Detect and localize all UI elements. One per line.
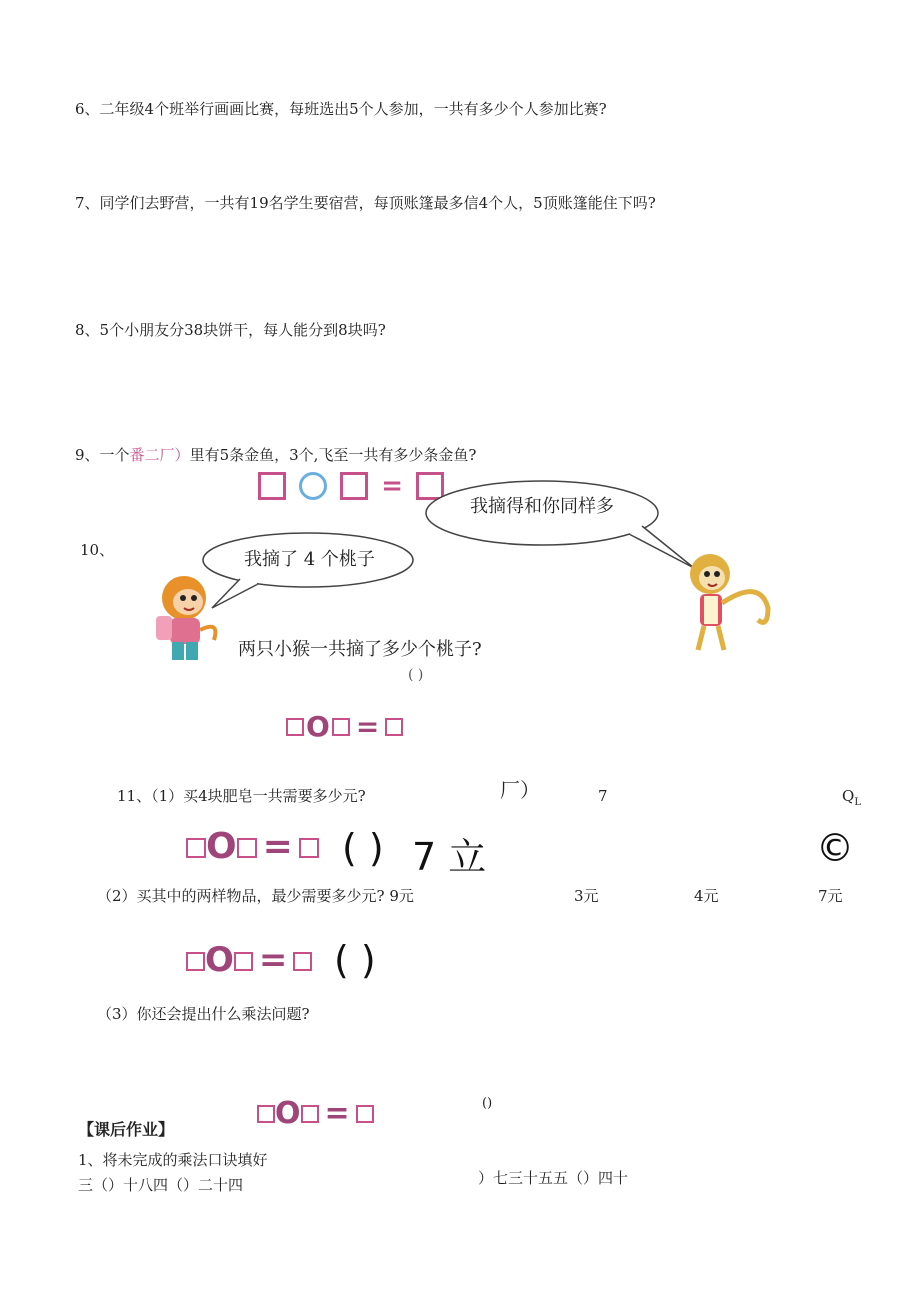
copyright-symbol: © bbox=[816, 826, 854, 870]
question-7: 7、同学们去野营，一共有19名学生要宿营，每顶账篷最多信4个人，5顶账篷能住下吗? bbox=[75, 194, 656, 212]
monkey-left-image bbox=[152, 570, 227, 665]
answer-box[interactable] bbox=[301, 1105, 319, 1123]
question-9-pre: 9、一个 bbox=[75, 446, 130, 464]
question-9 bbox=[75, 445, 476, 465]
bubble-left-text: 我摘了 4 个桃子 bbox=[244, 549, 375, 570]
answer-box[interactable] bbox=[186, 952, 205, 971]
answer-box[interactable] bbox=[234, 952, 253, 971]
operator-symbol: O bbox=[306, 710, 330, 743]
monkey-right-image bbox=[680, 548, 775, 658]
question-9-post: 里有5条金鱼，3个,飞至一共有多少条金鱼? bbox=[189, 446, 477, 464]
equation-q11-2 bbox=[186, 940, 312, 980]
price-7: 7元 bbox=[818, 887, 843, 905]
answer-box[interactable] bbox=[286, 718, 304, 736]
equation-q11-3 bbox=[257, 1096, 374, 1131]
question-11-3: （3）你还会提出什么乘法问题? bbox=[97, 1005, 310, 1023]
answer-box[interactable] bbox=[299, 838, 319, 858]
big-paren: ( ) bbox=[342, 826, 384, 870]
question-10-label: 10、 bbox=[80, 541, 115, 559]
operator-symbol: O bbox=[205, 940, 234, 980]
ql-main: Q bbox=[842, 787, 855, 805]
answer-box[interactable] bbox=[257, 1105, 275, 1123]
question-8: 8、5个小朋友分38块饼干，每人能分到8块吗? bbox=[75, 321, 386, 339]
homework-row-right: ）七三十五五（）四十 bbox=[478, 1169, 629, 1187]
question-11-1: 11、（1）买4块肥皂一共需要多少元? bbox=[117, 787, 366, 805]
big-paren-2: ( ) bbox=[334, 938, 376, 982]
ql-sub: L bbox=[854, 797, 861, 808]
equation-q9 bbox=[258, 471, 444, 501]
answer-box[interactable] bbox=[258, 472, 286, 500]
operator-symbol: O bbox=[206, 826, 237, 867]
speech-bubble-right bbox=[424, 478, 724, 573]
question-10-paren: ( ) bbox=[408, 667, 424, 683]
homework-row-left: 三（）十八四（）二十四 bbox=[78, 1176, 244, 1194]
answer-box[interactable] bbox=[385, 718, 403, 736]
equation-q11-1 bbox=[186, 826, 319, 867]
answer-box[interactable] bbox=[293, 952, 312, 971]
homework-title: 【课后作业】 bbox=[78, 1120, 175, 1139]
question-11-2: （2）买其中的两样物品，最少需要多少元? 9元 bbox=[97, 887, 414, 905]
question-9-pink: 番二厂） bbox=[129, 446, 190, 464]
question-11-seven: 7 bbox=[598, 787, 608, 805]
question-11-garble: 厂） bbox=[500, 778, 540, 802]
equals-sign: = bbox=[324, 1096, 350, 1131]
equals-sign: = bbox=[262, 826, 293, 867]
big-seven: 7 立 bbox=[412, 835, 487, 879]
bubble-right-text: 我摘得和你同样多 bbox=[470, 496, 614, 517]
small-paren: () bbox=[482, 1096, 493, 1111]
homework-item-1: 1、将未完成的乘法口诀填好 bbox=[78, 1151, 268, 1169]
operator-symbol: O bbox=[275, 1096, 301, 1131]
equals-sign: = bbox=[381, 471, 404, 501]
equation-q10 bbox=[286, 710, 403, 743]
equals-sign: = bbox=[355, 710, 380, 743]
answer-box[interactable] bbox=[237, 838, 257, 858]
operator-circle[interactable] bbox=[299, 472, 327, 500]
answer-box[interactable] bbox=[340, 472, 368, 500]
answer-box[interactable] bbox=[356, 1105, 374, 1123]
price-4: 4元 bbox=[694, 887, 719, 905]
equals-sign: = bbox=[258, 940, 288, 980]
price-3: 3元 bbox=[574, 887, 599, 905]
question-11-ql bbox=[842, 786, 861, 813]
question-6: 6、二年级4个班举行画画比赛，每班选出5个人参加，一共有多少个人参加比赛? bbox=[75, 100, 607, 118]
speech-bubble-left bbox=[200, 530, 420, 615]
answer-box[interactable] bbox=[186, 838, 206, 858]
answer-box[interactable] bbox=[332, 718, 350, 736]
question-10-text: 两只小猴一共摘了多少个桃子? bbox=[238, 639, 482, 660]
